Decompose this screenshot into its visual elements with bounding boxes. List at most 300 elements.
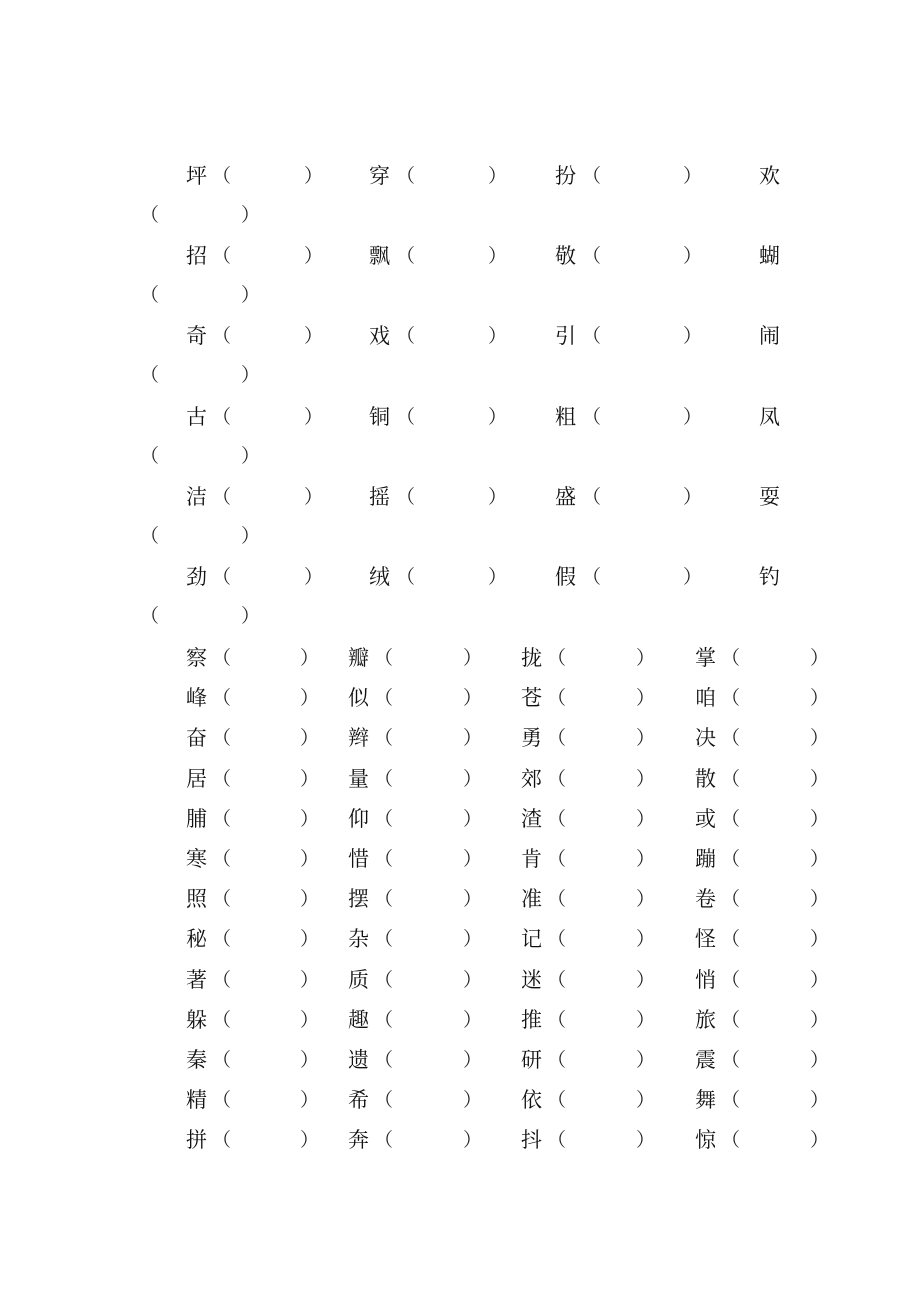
pinyin-answer-field[interactable] bbox=[741, 1006, 808, 1034]
open-paren: （ bbox=[582, 566, 602, 588]
open-paren: （ bbox=[547, 687, 567, 710]
open-paren: （ bbox=[721, 848, 741, 870]
pinyin-answer-field[interactable] bbox=[394, 1086, 461, 1114]
close-paren: ） bbox=[488, 566, 508, 588]
close-paren: ） bbox=[241, 204, 261, 226]
hanzi-character: 洁 bbox=[186, 485, 207, 509]
pinyin-answer-field[interactable] bbox=[602, 563, 681, 591]
hanzi-character: 趣 bbox=[348, 1007, 369, 1032]
pinyin-answer-field[interactable] bbox=[567, 1046, 634, 1074]
hanzi-character: 招 bbox=[186, 244, 207, 268]
open-paren: （ bbox=[374, 848, 394, 870]
pinyin-answer-field[interactable] bbox=[741, 966, 808, 994]
pinyin-answer-field[interactable] bbox=[232, 483, 302, 511]
open-paren: （ bbox=[374, 888, 394, 911]
hanzi-character: 耍 bbox=[759, 485, 780, 509]
pinyin-answer-field[interactable] bbox=[567, 1126, 634, 1154]
pinyin-answer-field[interactable] bbox=[416, 242, 486, 270]
hanzi-character: 古 bbox=[186, 405, 207, 429]
open-paren: （ bbox=[721, 1008, 741, 1031]
worksheet-row bbox=[0, 879, 920, 919]
open-paren: （ bbox=[374, 807, 394, 830]
open-paren: （ bbox=[212, 888, 232, 911]
open-paren: （ bbox=[212, 486, 232, 508]
open-paren: （ bbox=[140, 204, 160, 226]
close-paren: ） bbox=[488, 165, 508, 187]
close-paren: ） bbox=[683, 486, 703, 508]
worksheet-row bbox=[0, 919, 920, 959]
close-paren: ） bbox=[463, 767, 483, 790]
pinyin-answer-field[interactable] bbox=[602, 322, 681, 350]
open-paren: （ bbox=[547, 848, 567, 870]
hanzi-character: 秦 bbox=[186, 1048, 207, 1072]
close-paren: ） bbox=[463, 647, 483, 669]
close-paren: ） bbox=[463, 848, 483, 870]
hanzi-character: 遗 bbox=[348, 1048, 369, 1072]
close-paren: ） bbox=[300, 1129, 320, 1152]
worksheet-row bbox=[0, 1080, 920, 1120]
hanzi-character: 拼 bbox=[186, 1128, 207, 1153]
close-paren: ） bbox=[636, 1008, 656, 1031]
close-paren: ） bbox=[241, 284, 261, 306]
pinyin-answer-field[interactable] bbox=[567, 805, 634, 833]
pinyin-answer-field[interactable] bbox=[232, 322, 302, 350]
close-paren: ） bbox=[810, 1129, 830, 1152]
close-paren: ） bbox=[636, 647, 656, 669]
pinyin-answer-field[interactable] bbox=[232, 885, 298, 913]
hanzi-character: 苍 bbox=[521, 686, 542, 711]
pinyin-answer-field[interactable] bbox=[602, 242, 681, 270]
hanzi-character: 坪 bbox=[186, 164, 207, 188]
close-paren: ） bbox=[810, 848, 830, 870]
open-paren: （ bbox=[374, 1049, 394, 1071]
hanzi-character: 著 bbox=[186, 967, 207, 992]
pinyin-answer-field[interactable] bbox=[162, 442, 242, 470]
open-paren: （ bbox=[721, 647, 741, 669]
pinyin-answer-field[interactable] bbox=[741, 684, 808, 712]
hanzi-character: 质 bbox=[348, 967, 369, 992]
pinyin-answer-field[interactable] bbox=[416, 483, 486, 511]
open-paren: （ bbox=[582, 245, 602, 267]
worksheet-row-wrap bbox=[0, 195, 920, 235]
pinyin-answer-field[interactable] bbox=[232, 1006, 298, 1034]
open-paren: （ bbox=[374, 727, 394, 750]
hanzi-character: 悄 bbox=[695, 967, 716, 992]
open-paren: （ bbox=[212, 767, 232, 790]
open-paren: （ bbox=[374, 767, 394, 790]
pinyin-answer-field[interactable] bbox=[567, 644, 634, 672]
hanzi-character: 居 bbox=[186, 766, 207, 791]
hanzi-character: 假 bbox=[555, 565, 576, 589]
hanzi-character: 迷 bbox=[521, 967, 542, 992]
open-paren: （ bbox=[212, 928, 232, 951]
hanzi-character: 记 bbox=[521, 927, 542, 952]
close-paren: ） bbox=[636, 727, 656, 750]
worksheet-row bbox=[0, 557, 920, 597]
hanzi-character: 蹦 bbox=[695, 847, 716, 871]
pinyin-answer-field[interactable] bbox=[232, 1126, 298, 1154]
open-paren: （ bbox=[547, 1049, 567, 1071]
pinyin-answer-field[interactable] bbox=[394, 885, 461, 913]
pinyin-answer-field[interactable] bbox=[741, 1046, 808, 1074]
hanzi-character: 奋 bbox=[186, 726, 207, 751]
pinyin-answer-field[interactable] bbox=[394, 845, 461, 873]
pinyin-answer-field[interactable] bbox=[232, 563, 302, 591]
worksheet-row bbox=[0, 718, 920, 758]
hanzi-character: 奇 bbox=[186, 324, 207, 348]
worksheet-row bbox=[0, 477, 920, 517]
pinyin-answer-field[interactable] bbox=[394, 644, 461, 672]
open-paren: （ bbox=[212, 165, 232, 187]
open-paren: （ bbox=[547, 647, 567, 669]
hanzi-character: 绒 bbox=[369, 565, 390, 589]
open-paren: （ bbox=[721, 807, 741, 830]
pinyin-answer-field[interactable] bbox=[232, 162, 302, 190]
close-paren: ） bbox=[463, 727, 483, 750]
worksheet-row bbox=[0, 839, 920, 879]
close-paren: ） bbox=[463, 1049, 483, 1071]
open-paren: （ bbox=[140, 605, 160, 627]
open-paren: （ bbox=[721, 727, 741, 750]
worksheet-row bbox=[0, 397, 920, 437]
close-paren: ） bbox=[810, 888, 830, 911]
pinyin-answer-field[interactable] bbox=[162, 281, 242, 309]
pinyin-answer-field[interactable] bbox=[394, 724, 461, 752]
worksheet-row-wrap bbox=[0, 355, 920, 395]
hanzi-character: 勇 bbox=[521, 726, 542, 751]
worksheet-row-wrap bbox=[0, 436, 920, 476]
hanzi-character: 研 bbox=[521, 1048, 542, 1072]
open-paren: （ bbox=[396, 566, 416, 588]
close-paren: ） bbox=[463, 687, 483, 710]
open-paren: （ bbox=[582, 486, 602, 508]
open-paren: （ bbox=[547, 968, 567, 991]
hanzi-character: 推 bbox=[521, 1007, 542, 1032]
hanzi-character: 凤 bbox=[759, 405, 780, 429]
hanzi-character: 摆 bbox=[348, 887, 369, 912]
close-paren: ） bbox=[683, 245, 703, 267]
open-paren: （ bbox=[212, 245, 232, 267]
open-paren: （ bbox=[547, 928, 567, 951]
open-paren: （ bbox=[212, 687, 232, 710]
hanzi-character: 峰 bbox=[186, 686, 207, 711]
pinyin-answer-field[interactable] bbox=[162, 361, 242, 389]
close-paren: ） bbox=[810, 1008, 830, 1031]
hanzi-character: 旅 bbox=[695, 1007, 716, 1032]
open-paren: （ bbox=[547, 1089, 567, 1112]
pinyin-answer-field[interactable] bbox=[232, 765, 298, 793]
open-paren: （ bbox=[140, 525, 160, 547]
close-paren: ） bbox=[810, 767, 830, 790]
close-paren: ） bbox=[636, 928, 656, 951]
close-paren: ） bbox=[488, 486, 508, 508]
hanzi-character: 仰 bbox=[348, 806, 369, 831]
pinyin-answer-field[interactable] bbox=[567, 684, 634, 712]
close-paren: ） bbox=[241, 445, 261, 467]
hanzi-character: 卷 bbox=[695, 887, 716, 912]
hanzi-character: 惊 bbox=[695, 1128, 716, 1153]
pinyin-answer-field[interactable] bbox=[416, 322, 486, 350]
hanzi-character: 照 bbox=[186, 887, 207, 912]
hanzi-character: 咱 bbox=[695, 686, 716, 711]
close-paren: ） bbox=[683, 566, 703, 588]
close-paren: ） bbox=[300, 1049, 320, 1071]
open-paren: （ bbox=[212, 727, 232, 750]
close-paren: ） bbox=[810, 647, 830, 669]
close-paren: ） bbox=[683, 165, 703, 187]
close-paren: ） bbox=[300, 928, 320, 951]
hanzi-character: 敬 bbox=[555, 244, 576, 268]
pinyin-answer-field[interactable] bbox=[162, 602, 242, 630]
pinyin-answer-field[interactable] bbox=[741, 644, 808, 672]
hanzi-character: 穿 bbox=[369, 164, 390, 188]
hanzi-character: 戏 bbox=[369, 324, 390, 348]
close-paren: ） bbox=[304, 245, 324, 267]
hanzi-character: 拢 bbox=[521, 646, 542, 670]
hanzi-character: 希 bbox=[348, 1088, 369, 1113]
close-paren: ） bbox=[810, 1089, 830, 1112]
worksheet-row bbox=[0, 678, 920, 718]
open-paren: （ bbox=[547, 1008, 567, 1031]
close-paren: ） bbox=[304, 325, 324, 347]
pinyin-answer-field[interactable] bbox=[232, 724, 298, 752]
close-paren: ） bbox=[810, 687, 830, 710]
open-paren: （ bbox=[140, 445, 160, 467]
hanzi-character: 散 bbox=[695, 766, 716, 791]
open-paren: （ bbox=[547, 888, 567, 911]
hanzi-character: 摇 bbox=[369, 485, 390, 509]
worksheet-row-wrap bbox=[0, 596, 920, 636]
pinyin-answer-field[interactable] bbox=[232, 644, 298, 672]
worksheet-row bbox=[0, 1040, 920, 1080]
pinyin-answer-field[interactable] bbox=[741, 805, 808, 833]
pinyin-answer-field[interactable] bbox=[567, 925, 634, 953]
open-paren: （ bbox=[721, 1129, 741, 1152]
close-paren: ） bbox=[463, 1008, 483, 1031]
worksheet-row-wrap bbox=[0, 275, 920, 315]
open-paren: （ bbox=[212, 325, 232, 347]
close-paren: ） bbox=[636, 687, 656, 710]
hanzi-character: 惜 bbox=[348, 847, 369, 871]
pinyin-answer-field[interactable] bbox=[741, 1126, 808, 1154]
worksheet-row bbox=[0, 638, 920, 678]
pinyin-answer-field[interactable] bbox=[232, 1046, 298, 1074]
open-paren: （ bbox=[547, 727, 567, 750]
hanzi-character: 怪 bbox=[695, 927, 716, 952]
pinyin-answer-field[interactable] bbox=[232, 805, 298, 833]
pinyin-answer-field[interactable] bbox=[162, 201, 242, 229]
close-paren: ） bbox=[636, 1049, 656, 1071]
open-paren: （ bbox=[721, 968, 741, 991]
pinyin-answer-field[interactable] bbox=[567, 966, 634, 994]
pinyin-answer-field[interactable] bbox=[232, 925, 298, 953]
pinyin-answer-field[interactable] bbox=[394, 966, 461, 994]
close-paren: ） bbox=[463, 888, 483, 911]
open-paren: （ bbox=[374, 1008, 394, 1031]
open-paren: （ bbox=[721, 888, 741, 911]
hanzi-character: 准 bbox=[521, 887, 542, 912]
pinyin-answer-field[interactable] bbox=[741, 925, 808, 953]
open-paren: （ bbox=[396, 486, 416, 508]
hanzi-character: 辫 bbox=[348, 726, 369, 751]
pinyin-answer-field[interactable] bbox=[567, 765, 634, 793]
close-paren: ） bbox=[810, 1049, 830, 1071]
pinyin-answer-field[interactable] bbox=[394, 925, 461, 953]
pinyin-answer-field[interactable] bbox=[232, 1086, 298, 1114]
hanzi-character: 奔 bbox=[348, 1128, 369, 1153]
close-paren: ） bbox=[304, 165, 324, 187]
hanzi-character: 舞 bbox=[695, 1088, 716, 1113]
open-paren: （ bbox=[396, 245, 416, 267]
worksheet-row bbox=[0, 316, 920, 356]
close-paren: ） bbox=[300, 848, 320, 870]
hanzi-character: 欢 bbox=[759, 164, 780, 188]
close-paren: ） bbox=[636, 1129, 656, 1152]
worksheet-row-wrap bbox=[0, 516, 920, 556]
open-paren: （ bbox=[374, 968, 394, 991]
close-paren: ） bbox=[636, 767, 656, 790]
open-paren: （ bbox=[396, 325, 416, 347]
pinyin-answer-field[interactable] bbox=[232, 845, 298, 873]
pinyin-answer-field[interactable] bbox=[416, 162, 486, 190]
open-paren: （ bbox=[374, 647, 394, 669]
worksheet-row bbox=[0, 799, 920, 839]
worksheet-row bbox=[0, 1120, 920, 1160]
close-paren: ） bbox=[810, 727, 830, 750]
pinyin-answer-field[interactable] bbox=[567, 724, 634, 752]
close-paren: ） bbox=[300, 647, 320, 669]
pinyin-answer-field[interactable] bbox=[416, 403, 486, 431]
pinyin-answer-field[interactable] bbox=[394, 684, 461, 712]
close-paren: ） bbox=[300, 767, 320, 790]
open-paren: （ bbox=[721, 1089, 741, 1112]
pinyin-answer-field[interactable] bbox=[741, 885, 808, 913]
close-paren: ） bbox=[636, 807, 656, 830]
open-paren: （ bbox=[396, 406, 416, 428]
open-paren: （ bbox=[396, 165, 416, 187]
close-paren: ） bbox=[241, 605, 261, 627]
close-paren: ） bbox=[463, 807, 483, 830]
close-paren: ） bbox=[300, 1008, 320, 1031]
close-paren: ） bbox=[463, 1089, 483, 1112]
close-paren: ） bbox=[300, 888, 320, 911]
pinyin-answer-field[interactable] bbox=[416, 563, 486, 591]
close-paren: ） bbox=[463, 968, 483, 991]
close-paren: ） bbox=[300, 807, 320, 830]
pinyin-answer-field[interactable] bbox=[232, 966, 298, 994]
pinyin-answer-field[interactable] bbox=[567, 845, 634, 873]
hanzi-character: 脯 bbox=[186, 806, 207, 831]
close-paren: ） bbox=[810, 807, 830, 830]
hanzi-character: 盛 bbox=[555, 485, 576, 509]
pinyin-answer-field[interactable] bbox=[602, 403, 681, 431]
pinyin-answer-field[interactable] bbox=[394, 1126, 461, 1154]
hanzi-character: 或 bbox=[695, 806, 716, 831]
worksheet-row bbox=[0, 960, 920, 1000]
hanzi-character: 蝴 bbox=[759, 244, 780, 268]
hanzi-character: 粗 bbox=[555, 405, 576, 429]
hanzi-character: 依 bbox=[521, 1088, 542, 1113]
open-paren: （ bbox=[582, 325, 602, 347]
hanzi-character: 抖 bbox=[521, 1128, 542, 1153]
open-paren: （ bbox=[212, 848, 232, 870]
pinyin-answer-field[interactable] bbox=[741, 845, 808, 873]
open-paren: （ bbox=[212, 406, 232, 428]
open-paren: （ bbox=[212, 1089, 232, 1112]
hanzi-character: 震 bbox=[695, 1048, 716, 1072]
close-paren: ） bbox=[636, 888, 656, 911]
open-paren: （ bbox=[547, 807, 567, 830]
pinyin-answer-field[interactable] bbox=[394, 1046, 461, 1074]
close-paren: ） bbox=[304, 566, 324, 588]
open-paren: （ bbox=[212, 1049, 232, 1071]
hanzi-character: 钓 bbox=[759, 565, 780, 589]
pinyin-answer-field[interactable] bbox=[232, 403, 302, 431]
pinyin-answer-field[interactable] bbox=[567, 885, 634, 913]
pinyin-answer-field[interactable] bbox=[741, 724, 808, 752]
hanzi-character: 肯 bbox=[521, 847, 542, 871]
open-paren: （ bbox=[140, 284, 160, 306]
hanzi-character: 秘 bbox=[186, 927, 207, 952]
close-paren: ） bbox=[683, 325, 703, 347]
close-paren: ） bbox=[463, 1129, 483, 1152]
worksheet-row bbox=[0, 1000, 920, 1040]
open-paren: （ bbox=[374, 928, 394, 951]
close-paren: ） bbox=[463, 928, 483, 951]
pinyin-answer-field[interactable] bbox=[602, 483, 681, 511]
pinyin-answer-field[interactable] bbox=[394, 765, 461, 793]
pinyin-answer-field[interactable] bbox=[394, 805, 461, 833]
close-paren: ） bbox=[304, 486, 324, 508]
open-paren: （ bbox=[212, 968, 232, 991]
pinyin-answer-field[interactable] bbox=[394, 1006, 461, 1034]
pinyin-answer-field[interactable] bbox=[741, 765, 808, 793]
hanzi-character: 渣 bbox=[521, 806, 542, 831]
pinyin-answer-field[interactable] bbox=[232, 684, 298, 712]
pinyin-answer-field[interactable] bbox=[602, 162, 681, 190]
open-paren: （ bbox=[721, 687, 741, 710]
close-paren: ） bbox=[636, 968, 656, 991]
open-paren: （ bbox=[582, 406, 602, 428]
pinyin-answer-field[interactable] bbox=[162, 522, 242, 550]
hanzi-character: 劲 bbox=[186, 565, 207, 589]
open-paren: （ bbox=[140, 364, 160, 386]
hanzi-character: 杂 bbox=[348, 927, 369, 952]
close-paren: ） bbox=[810, 928, 830, 951]
open-paren: （ bbox=[212, 807, 232, 830]
open-paren: （ bbox=[212, 566, 232, 588]
pinyin-answer-field[interactable] bbox=[232, 242, 302, 270]
open-paren: （ bbox=[374, 1089, 394, 1112]
hanzi-character: 闹 bbox=[759, 324, 780, 348]
hanzi-character: 决 bbox=[695, 726, 716, 751]
close-paren: ） bbox=[300, 687, 320, 710]
hanzi-character: 掌 bbox=[695, 646, 716, 670]
close-paren: ） bbox=[241, 525, 261, 547]
hanzi-character: 飘 bbox=[369, 244, 390, 268]
pinyin-answer-field[interactable] bbox=[567, 1086, 634, 1114]
worksheet-row bbox=[0, 236, 920, 276]
open-paren: （ bbox=[374, 687, 394, 710]
close-paren: ） bbox=[300, 727, 320, 750]
pinyin-answer-field[interactable] bbox=[741, 1086, 808, 1114]
open-paren: （ bbox=[212, 647, 232, 669]
hanzi-character: 察 bbox=[186, 646, 207, 670]
pinyin-answer-field[interactable] bbox=[567, 1006, 634, 1034]
hanzi-character: 躲 bbox=[186, 1007, 207, 1032]
open-paren: （ bbox=[547, 767, 567, 790]
close-paren: ） bbox=[300, 968, 320, 991]
